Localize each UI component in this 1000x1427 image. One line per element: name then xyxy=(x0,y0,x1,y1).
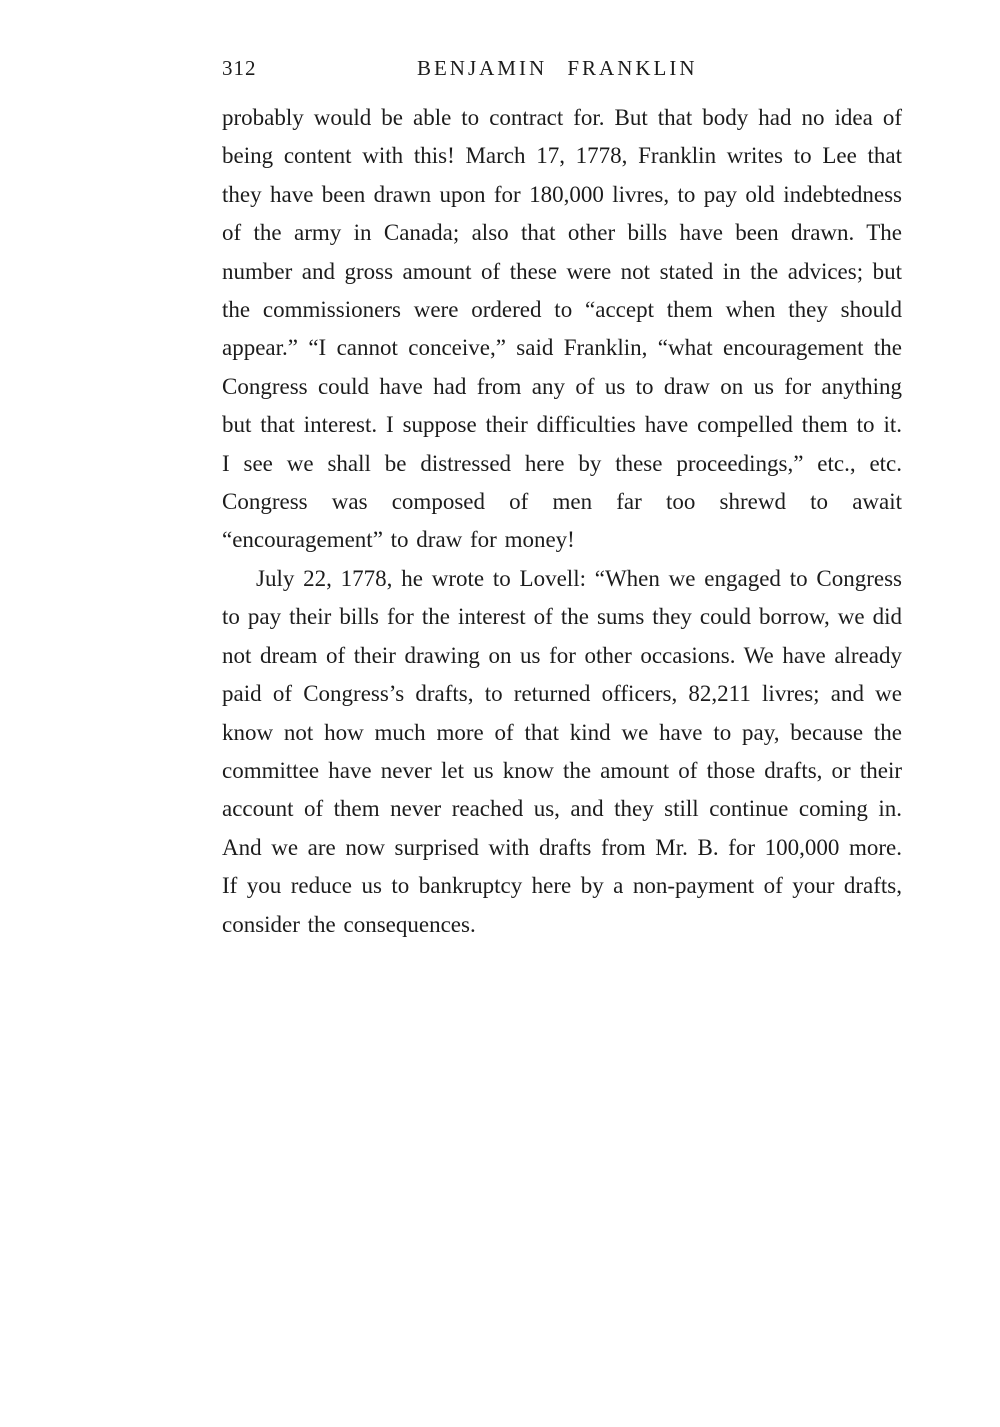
paragraph-continuation: probably would be able to contract for. But that body had no idea of being content with this! March 17, 1778, Franklin writes to Lee that they have been drawn upon for 180,000 livres, to pay old indebtedness of the army in Canada; also that other bills have been drawn. The number and gross amount of these were not stated in the advices; but the commissioners were ordered to “accept them when they should appear.” “I cannot conceive,” said Franklin, “what encouragement the Congress could have had from any of us to draw on us for anything but that interest. I suppose their difficulties have compelled them to it. I see we shall be distressed here by these proceedings,” etc., etc. Congress was composed of men far too shrewd to await “encouragement” to draw for money! xyxy=(222,105,902,553)
paragraph-new: July 22, 1778, he wrote to Lovell: “When we engaged to Congress to pay their bills for the interest of the sums they could borrow, we did not dream of their drawing on us for other occasions. We have already paid of Congress’s drafts, to returned officers, 82,211 livres; and we know not how much more of that kind we have to pay, because the committee have never let us know the amount of those drafts, or their account of them never reached us, and they still continue coming in. And we are now surprised with drafts from Mr. B. for 100,000 more. If you reduce us to bankruptcy here by a non-payment of your drafts, consider the consequences. xyxy=(222,565,902,937)
page-number: 312 xyxy=(222,56,257,80)
text-block xyxy=(222,56,902,944)
running-title: BENJAMIN FRANKLIN xyxy=(416,56,698,80)
page-header xyxy=(222,56,902,81)
body-text xyxy=(222,99,902,944)
